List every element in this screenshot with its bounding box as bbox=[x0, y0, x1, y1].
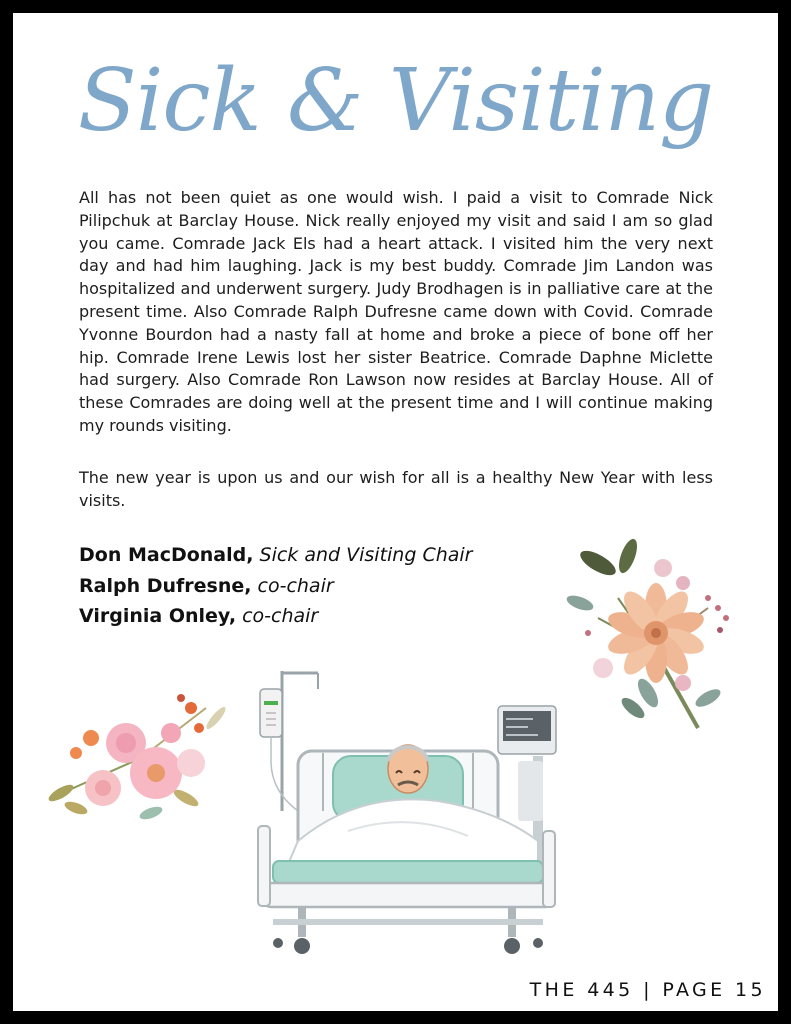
hospital-bed-illustration bbox=[238, 661, 558, 961]
flower-bouquet-right-illustration bbox=[558, 538, 738, 733]
page-title: Sick & Visiting bbox=[77, 51, 714, 151]
signature-role: co-chair bbox=[242, 605, 319, 627]
signature-line bbox=[79, 571, 473, 602]
signature-line bbox=[79, 540, 473, 571]
page-footer: THE 445 | PAGE 15 bbox=[529, 979, 766, 1001]
body-paragraph-2: The new year is upon us and our wish for all is a healthy New Year with less visits. bbox=[79, 468, 713, 510]
signature-name: Virginia Onley, bbox=[79, 605, 237, 627]
signature-role: co-chair bbox=[257, 574, 334, 597]
body-paragraph-1: All has not been quiet as one would wish. I paid a visit to Comrade Nick Pilipchuk at Barclay House. Nick really enjoyed my visit and said I am so glad you came. Comrade Jack Els had a heart attack. I visited him the very next day and had him laughing. Jack is my best buddy. Comrade Jim Landon was hospitalized and underwent surgery. Judy Brodhagen is in palliative care at the present time. Also Comrade Ralph Dufresne came down with Covid. Comrade Yvonne Bourdon had a nasty fall at home and broke a piece of bone off her hip. Comrade Irene Lewis lost her sister Beatrice. Comrade Daphne Miclette had surgery. Also Comrade Ron Lawson now resides at Barclay House. All of these Comrades are doing well at the present time and I will continue making my rounds visiting. bbox=[79, 188, 713, 435]
signature-line bbox=[79, 601, 473, 632]
page bbox=[13, 13, 778, 1011]
signature-role: Sick and Visiting Chair bbox=[259, 544, 473, 566]
signature-name: Don MacDonald, bbox=[79, 544, 254, 566]
flower-bouquet-left-illustration bbox=[31, 688, 231, 828]
signature-name: Ralph Dufresne, bbox=[79, 574, 252, 597]
signature-block bbox=[79, 540, 473, 632]
